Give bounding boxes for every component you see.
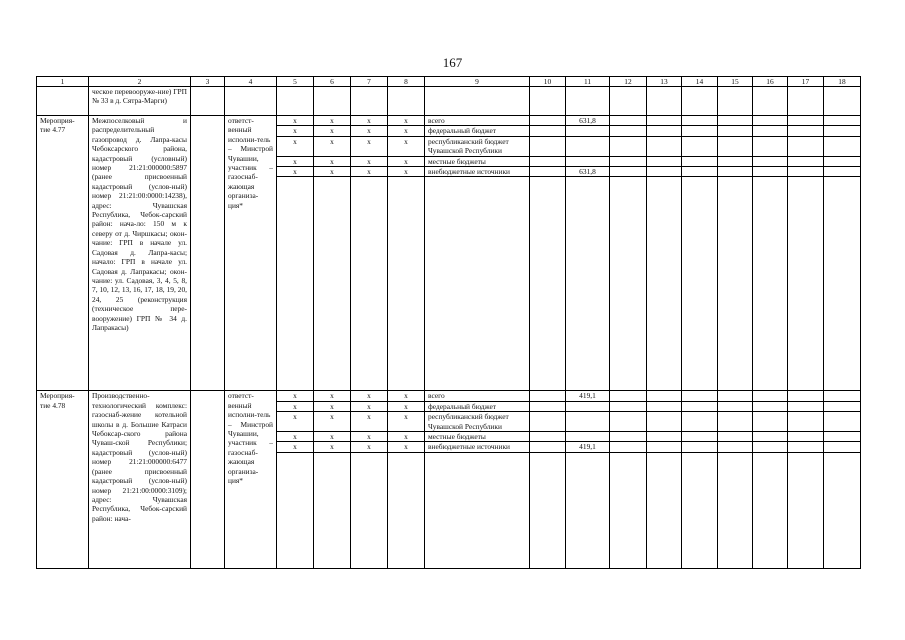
empty-cell	[277, 177, 314, 391]
empty-cell	[351, 177, 388, 391]
code-cell: х	[351, 136, 388, 156]
funding-row	[37, 116, 861, 126]
empty-cell	[530, 87, 566, 116]
empty-cell	[682, 126, 718, 136]
empty-cell	[610, 391, 647, 401]
empty-cell	[788, 391, 824, 401]
code-cell: х	[388, 116, 425, 126]
amount-cell: 419,1	[566, 391, 610, 401]
empty-cell	[824, 126, 861, 136]
empty-cell	[753, 116, 788, 126]
funding-source-cell: местные бюджеты	[425, 156, 530, 166]
empty-cell	[753, 452, 788, 568]
empty-cell	[610, 136, 647, 156]
empty-cell	[647, 412, 682, 432]
column-number-cell: 9	[425, 77, 530, 87]
amount-cell	[566, 412, 610, 432]
empty-cell	[788, 126, 824, 136]
empty-cell	[647, 156, 682, 166]
empty-cell	[610, 412, 647, 432]
column-number-cell: 3	[191, 77, 225, 87]
empty-cell	[824, 87, 861, 116]
column-number-cell: 6	[314, 77, 351, 87]
code-cell: х	[351, 412, 388, 432]
event-label-cell	[37, 87, 89, 116]
empty-cell	[277, 452, 314, 568]
code-cell: х	[277, 401, 314, 411]
code-cell: х	[351, 401, 388, 411]
empty-cell	[530, 432, 566, 442]
funding-source-cell: республиканский бюджет Чувашской Республики	[425, 136, 530, 156]
empty-cell	[610, 401, 647, 411]
column-number-cell: 2	[89, 77, 191, 87]
empty-cell	[788, 442, 824, 452]
empty-cell	[314, 87, 351, 116]
empty-cell	[788, 452, 824, 568]
empty-cell	[718, 391, 753, 401]
empty-cell	[647, 177, 682, 391]
empty-cell	[530, 391, 566, 401]
empty-cell	[788, 401, 824, 411]
code-cell: х	[351, 442, 388, 452]
funding-source-cell: всего	[425, 391, 530, 401]
empty-cell	[718, 156, 753, 166]
empty-cell	[566, 452, 610, 568]
executor-cell: ответст-венный исполни-тель – Минстрой Чувашии, участник – газоснаб-жающая организа-ция*	[225, 116, 277, 391]
empty-cell	[824, 432, 861, 442]
column-number-cell: 13	[647, 77, 682, 87]
empty-cell	[647, 401, 682, 411]
empty-cell	[718, 167, 753, 177]
code-cell: х	[314, 391, 351, 401]
empty-cell	[530, 442, 566, 452]
empty-cell	[824, 136, 861, 156]
empty-cell	[610, 126, 647, 136]
code-cell: х	[351, 432, 388, 442]
funding-source-cell: федеральный бюджет	[425, 401, 530, 411]
empty-cell	[753, 156, 788, 166]
code-cell: х	[277, 116, 314, 126]
funding-source-cell: всего	[425, 116, 530, 126]
empty-cell	[788, 432, 824, 442]
empty-cell	[824, 452, 861, 568]
column-number-cell: 7	[351, 77, 388, 87]
code-cell: х	[388, 412, 425, 432]
empty-cell	[530, 116, 566, 126]
empty-cell	[647, 126, 682, 136]
empty-cell	[647, 452, 682, 568]
event-label-cell: Мероприя-тие 4.77	[37, 116, 89, 391]
empty-cell	[824, 442, 861, 452]
empty-cell	[647, 116, 682, 126]
empty-cell	[530, 412, 566, 432]
empty-cell	[824, 177, 861, 391]
empty-cell	[530, 136, 566, 156]
empty-cell	[824, 412, 861, 432]
column-number-cell: 4	[225, 77, 277, 87]
empty-cell	[824, 401, 861, 411]
code-cell: х	[388, 136, 425, 156]
code-cell: х	[277, 432, 314, 442]
code-cell: х	[351, 167, 388, 177]
empty-cell	[788, 156, 824, 166]
column-number-cell: 14	[682, 77, 718, 87]
code-cell: х	[388, 401, 425, 411]
empty-cell	[647, 167, 682, 177]
code-cell: х	[314, 442, 351, 452]
code-cell: х	[277, 391, 314, 401]
empty-cell	[753, 432, 788, 442]
funding-source-cell: внебюджетные источники	[425, 167, 530, 177]
continuation-row	[37, 87, 861, 116]
empty-cell	[191, 87, 225, 116]
code-cell: х	[277, 167, 314, 177]
empty-cell	[753, 401, 788, 411]
empty-cell	[682, 442, 718, 452]
column-number-cell: 12	[610, 77, 647, 87]
empty-cell	[647, 442, 682, 452]
amount-cell: 419,1	[566, 442, 610, 452]
empty-cell	[610, 177, 647, 391]
empty-cell	[753, 136, 788, 156]
funding-source-cell: внебюджетные источники	[425, 442, 530, 452]
amount-cell	[566, 156, 610, 166]
code-cell: х	[277, 136, 314, 156]
code-cell: х	[314, 432, 351, 442]
amount-cell	[566, 401, 610, 411]
empty-cell	[566, 177, 610, 391]
amount-cell	[566, 136, 610, 156]
empty-cell	[682, 412, 718, 432]
empty-cell	[351, 452, 388, 568]
empty-cell	[718, 116, 753, 126]
code-cell: х	[277, 156, 314, 166]
empty-cell	[610, 116, 647, 126]
executor-cell: ответст-венный исполни-тель – Минстрой Чувашии, участник – газоснаб-жающая организа-ция*	[225, 391, 277, 568]
code-cell: х	[351, 156, 388, 166]
code-cell: х	[314, 401, 351, 411]
empty-cell	[682, 177, 718, 391]
empty-cell	[314, 452, 351, 568]
code-cell: х	[388, 442, 425, 452]
empty-cell	[647, 136, 682, 156]
empty-cell	[191, 391, 225, 568]
code-cell: х	[277, 412, 314, 432]
code-cell: х	[314, 412, 351, 432]
empty-cell	[718, 87, 753, 116]
empty-cell	[682, 401, 718, 411]
empty-cell	[530, 126, 566, 136]
empty-cell	[530, 156, 566, 166]
empty-cell	[388, 177, 425, 391]
empty-cell	[425, 177, 530, 391]
empty-cell	[351, 87, 388, 116]
empty-cell	[610, 156, 647, 166]
code-cell: х	[314, 136, 351, 156]
amount-cell	[566, 126, 610, 136]
empty-cell	[610, 452, 647, 568]
code-cell: х	[388, 432, 425, 442]
empty-cell	[788, 136, 824, 156]
empty-cell	[277, 87, 314, 116]
empty-cell	[566, 87, 610, 116]
empty-cell	[718, 452, 753, 568]
code-cell: х	[314, 126, 351, 136]
empty-cell	[530, 177, 566, 391]
empty-cell	[388, 87, 425, 116]
code-cell: х	[314, 116, 351, 126]
empty-cell	[530, 452, 566, 568]
column-number-cell: 8	[388, 77, 425, 87]
empty-cell	[682, 116, 718, 126]
empty-cell	[682, 156, 718, 166]
empty-cell	[425, 452, 530, 568]
column-number-cell: 18	[824, 77, 861, 87]
amount-cell: 631,8	[566, 167, 610, 177]
empty-cell	[682, 432, 718, 442]
empty-cell	[610, 87, 647, 116]
amount-cell: 631,8	[566, 116, 610, 126]
code-cell: х	[314, 156, 351, 166]
empty-cell	[718, 126, 753, 136]
empty-cell	[610, 432, 647, 442]
column-number-cell: 15	[718, 77, 753, 87]
empty-cell	[682, 167, 718, 177]
empty-cell	[530, 167, 566, 177]
code-cell: х	[388, 167, 425, 177]
empty-cell	[718, 401, 753, 411]
empty-cell	[824, 156, 861, 166]
empty-cell	[788, 87, 824, 116]
empty-cell	[530, 401, 566, 411]
empty-cell	[682, 391, 718, 401]
empty-cell	[788, 412, 824, 432]
empty-cell	[788, 116, 824, 126]
code-cell: х	[277, 442, 314, 452]
empty-cell	[753, 412, 788, 432]
empty-cell	[753, 177, 788, 391]
empty-cell	[388, 452, 425, 568]
event-name-cell: Межпоселковый и распределительный газопровод д. Лапра-касы Чебоксарского района, кадастровый (условный) номер 21:21:000000:5897 (ранее присвоенный кадастровый (услов-ный) номер 21:21:00:0000:14238), адрес: Чувашская Республика, Чебок-сарский район: нача-ло: 150 м к северу от д. Чиршкасы; окон-чание: ГРП в начале ул. Садовая д. Лапра-касы; начало: ГРП в начале ул. Садовая д. Лапракасы; окон-чание: ул. Садовая, 3, 4, 5, 8, 7, 10, 12, 13, 16, 17, 18, 19, 20, 24, 25 (реконструкция (техническое пере-вооружение) ГРП № 34 д. Лапракасы)	[89, 116, 191, 391]
event-name-cell: ческое перевооруже-ние) ГРП № 33 в д. Сятра-Марги)	[89, 87, 191, 116]
code-cell: х	[388, 156, 425, 166]
code-cell: х	[314, 167, 351, 177]
empty-cell	[718, 177, 753, 391]
column-number-row	[37, 77, 861, 87]
empty-cell	[788, 167, 824, 177]
code-cell: х	[351, 126, 388, 136]
code-cell: х	[351, 391, 388, 401]
empty-cell	[718, 432, 753, 442]
empty-cell	[225, 87, 277, 116]
empty-cell	[824, 391, 861, 401]
event-label-cell: Мероприя-тие 4.78	[37, 391, 89, 568]
empty-cell	[753, 391, 788, 401]
empty-cell	[647, 87, 682, 116]
funding-source-cell: республиканский бюджет Чувашской Республики	[425, 412, 530, 432]
empty-cell	[824, 167, 861, 177]
column-number-cell: 16	[753, 77, 788, 87]
column-number-cell: 1	[37, 77, 89, 87]
empty-cell	[610, 167, 647, 177]
column-number-cell: 5	[277, 77, 314, 87]
empty-cell	[647, 391, 682, 401]
code-cell: х	[351, 116, 388, 126]
empty-cell	[610, 442, 647, 452]
empty-cell	[314, 177, 351, 391]
empty-cell	[682, 136, 718, 156]
empty-cell	[824, 116, 861, 126]
empty-cell	[753, 87, 788, 116]
code-cell: х	[277, 126, 314, 136]
empty-cell	[753, 442, 788, 452]
amount-cell	[566, 432, 610, 442]
empty-cell	[718, 136, 753, 156]
funding-row	[37, 391, 861, 401]
column-number-cell: 11	[566, 77, 610, 87]
empty-cell	[682, 87, 718, 116]
empty-cell	[788, 177, 824, 391]
empty-cell	[718, 442, 753, 452]
empty-cell	[647, 432, 682, 442]
column-number-cell: 10	[530, 77, 566, 87]
column-number-cell: 17	[788, 77, 824, 87]
empty-cell	[718, 412, 753, 432]
empty-cell	[425, 87, 530, 116]
empty-cell	[682, 452, 718, 568]
funding-source-cell: федеральный бюджет	[425, 126, 530, 136]
empty-cell	[191, 116, 225, 391]
code-cell: х	[388, 391, 425, 401]
code-cell: х	[388, 126, 425, 136]
funding-source-cell: местные бюджеты	[425, 432, 530, 442]
empty-cell	[753, 167, 788, 177]
empty-cell	[753, 126, 788, 136]
event-name-cell: Производственно-технологический комплекс: газоснаб-жение котельной школы в д. Большие Катраси Чебоксар-ского района Чуваш-ской Республики; кадастровый (услов-ный) номер 21:21:000000:6477 (ранее присвоенный кадастровый (услов-ный) номер 21:21:00:0000:3109); адрес: Чувашская Республика, Чебок-сарский район: нача-	[89, 391, 191, 568]
page-number: 167	[442, 55, 463, 70]
program-table	[36, 76, 861, 569]
